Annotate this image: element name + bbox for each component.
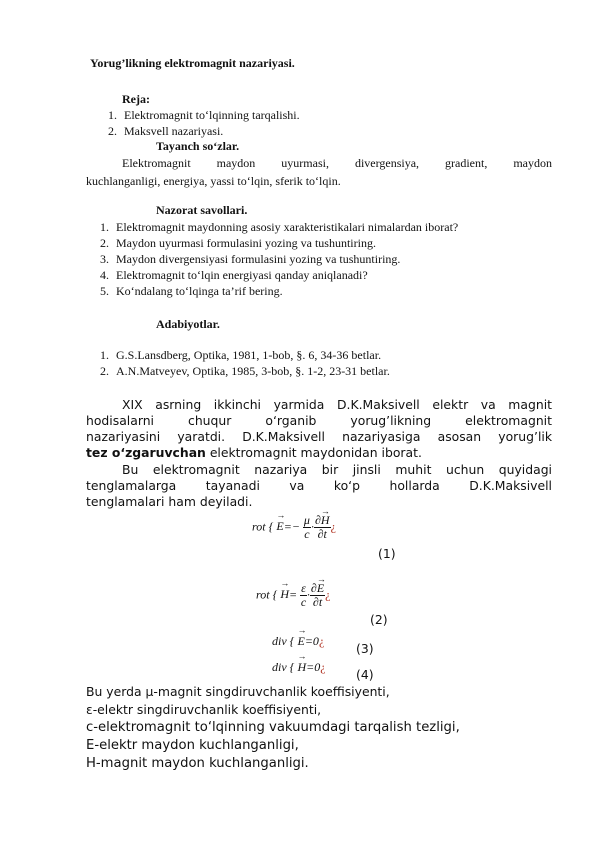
paragraph-line: XIX asrning ikkinchi yarmida D.K.Maksivell elektr va magnit [122,397,552,412]
eq-field: → H [321,514,330,527]
question-text: Maydon uyurmasi formulasini yozing va tushuntiring. [116,236,376,250]
eq-sign: =− [283,519,300,534]
question-item: 5. Ko‘ndalang to‘lqinga ta’rif bering. [100,284,283,298]
equation-label: (3) [356,641,374,656]
eq-sign: =0 [306,660,321,674]
question-item: 4. Elektromagnit to‘lqin energiyasi qanday aniqlanadi? [100,268,368,282]
eq-derivative [310,582,325,609]
paragraph-line [86,445,422,460]
eq-field: → E [297,634,304,649]
paragraph-line: hodisalarni chuqur o‘rganib yorug’likning elektromagnit [86,413,552,428]
eq-denominator: c [304,527,310,541]
question-text: Elektromagnit maydonning asosiy xarakteristikalari nimalardan iborat? [116,220,459,234]
eq-operator: rot [256,587,270,602]
eq-brace: { [289,634,295,648]
question-text: Maydon divergensiyasi formulasini yozing va tushuntiring. [116,252,401,266]
literature-text: A.N.Matveyev, Optika, 1985, 3-bob, §. 1-2, 23-31 betlar. [116,364,390,378]
eq-field: → H [280,587,289,602]
eq-field: → E [317,582,324,595]
reja-item-text: Elektromagnit to‘lqinning tarqalishi. [124,108,300,122]
eq-numerator: ε [301,581,306,595]
eq-field: → E [276,519,283,534]
equation-2: rot { → H= $\frac{\varepsilon}{c}$ · $\frac{\partial\to E}{\partial t}$ ¿ [256,582,331,609]
question-item: 2. Maydon uyurmasi formulasini yozing va tushuntiring. [100,236,376,250]
keywords-line: Elektromagnit maydon uyurmasi, divergensiya, gradient, maydon [122,156,552,170]
question-text: Ko‘ndalang to‘lqinga ta’rif bering. [116,284,283,298]
literature-text: G.S.Lansdberg, Optika, 1981, 1-bob, §. 6, 34-36 betlar. [116,348,382,362]
definition-line: c-elektromagnit to‘lqinning vakuumdagi tarqalish tezligi, [86,720,460,735]
eq-brace: { [289,660,295,674]
eq-fraction [300,582,307,609]
reja-heading: Reja: [122,92,150,106]
eq-partial: ∂ [310,581,317,595]
eq-tail: ¿ [325,587,331,602]
definition-line: ε-elektr singdiruvchanlik koeffisiyenti, [86,702,322,717]
eq-sign: = [289,587,298,602]
equation-1: rot { → E=− $\frac{\mu}{c}$ · $\frac{\partial\to H}{\partial t}$ ¿ [252,514,336,541]
eq-brace: { [268,519,274,534]
equation-label: (2) [370,612,388,627]
reja-item-text: Maksvell nazariyasi. [124,124,224,138]
definition-line: H-magnit maydon kuchlanganligi. [86,756,309,771]
paragraph-line: tenglamalarga tayanadi va ko‘p hollarda D.K.Maksivell [86,478,552,493]
paragraph-text: elektromagnit maydonidan iborat. [205,445,422,460]
eq-tail: ¿ [330,519,336,534]
eq-sign: =0 [304,634,319,648]
question-item: 1. Elektromagnit maydonning asosiy xarakteristikalari nimalardan iborat? [100,220,459,234]
paragraph-line: nazariyasini yaratdi. D.K.Maksivell nazariyasiga asosan yorug’lik [86,429,552,444]
equation-label: (1) [378,546,396,561]
paragraph-line: Bu elektromagnit nazariya bir jinsli muhit uchun quyidagi [122,462,552,477]
eq-partial: ∂ [314,513,321,527]
eq-denominator: c [300,595,307,609]
literature-heading: Adabiyotlar. [156,317,220,331]
reja-item: 1. Elektromagnit to‘lqinning tarqalishi. [108,108,300,122]
definition-line: Bu yerda μ-magnit singdiruvchanlik koeffisiyenti, [86,684,390,699]
literature-item: 2. A.N.Matveyev, Optika, 1985, 3-bob, §. 1-2, 23-31 betlar. [100,364,390,378]
eq-derivative [314,514,331,541]
eq-denominator: ∂t [317,527,327,541]
equation-4 [272,660,326,675]
definition-line: E-elektr maydon kuchlanganligi, [86,738,299,753]
eq-tail: ¿ [320,660,326,674]
literature-item: 1. G.S.Lansdberg, Optika, 1981, 1-bob, §. 6, 34-36 betlar. [100,348,382,362]
equation-label: (4) [356,667,374,682]
eq-brace: { [272,587,278,602]
questions-heading: Nazorat savollari. [156,203,248,217]
equation-3 [272,634,324,649]
keywords-line: kuchlanganligi, energiya, yassi to‘lqin, sferik to‘lqin. [86,174,341,188]
eq-fraction [303,514,311,541]
eq-operator: div [272,634,287,648]
eq-denominator: ∂t [312,595,323,609]
emphasis-text: tez o‘zgaruvchan [86,445,206,460]
eq-operator: div [272,660,287,674]
keywords-heading: Tayanch so‘zlar. [156,139,240,153]
question-item: 3. Maydon divergensiyasi formulasini yozing va tushuntiring. [100,252,401,266]
question-text: Elektromagnit to‘lqin energiyasi qanday aniqlanadi? [116,268,368,282]
reja-item: 2. Maksvell nazariyasi. [108,124,224,138]
eq-numerator: μ [303,513,310,527]
eq-operator: rot [252,519,266,534]
page-title: Yorug’likning elektromagnit nazariyasi. [90,56,295,70]
paragraph-line: tenglamalari ham deyiladi. [86,494,253,509]
eq-field: → H [297,660,306,675]
eq-tail: ¿ [318,634,325,648]
